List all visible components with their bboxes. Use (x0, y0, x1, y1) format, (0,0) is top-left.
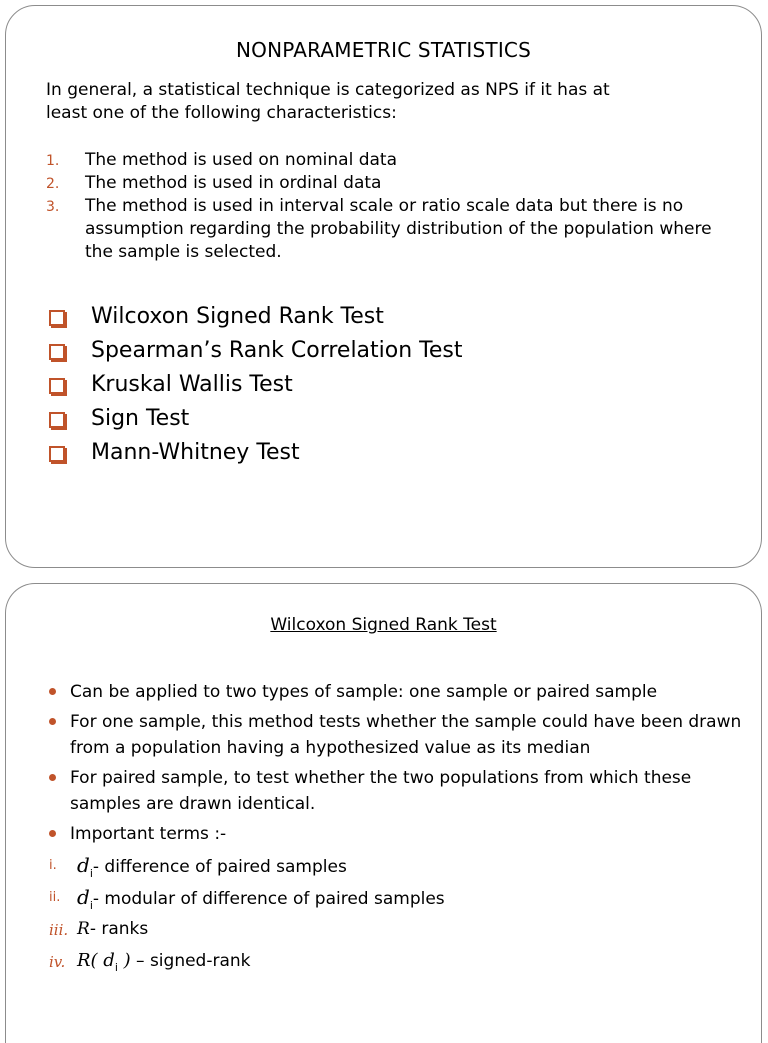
term-item (49, 852, 749, 884)
term-symbol: R (77, 919, 90, 939)
list-item-text: The method is used on nominal data (85, 150, 397, 170)
term-symbol: d (77, 885, 90, 909)
checkbox-bullet-icon (49, 310, 65, 326)
test-item (49, 440, 649, 474)
term-number: ii. (49, 890, 61, 905)
slide-wilcoxon-signed-rank-test (5, 583, 762, 1043)
test-item (49, 304, 649, 338)
term-item (49, 884, 749, 916)
bullet-dot-icon (49, 774, 56, 781)
list-number: 3. (46, 199, 60, 215)
list-number: 2. (46, 176, 60, 192)
close-paren: ) (117, 950, 131, 971)
term-item (49, 948, 749, 980)
bullet-list (49, 679, 749, 851)
term-description: – signed-rank (130, 951, 251, 971)
checkbox-bullet-icon (49, 446, 65, 462)
terms-list (49, 852, 749, 980)
test-label: Wilcoxon Signed Rank Test (91, 304, 384, 329)
bullet-item (49, 821, 749, 847)
term-subscript: i (89, 899, 93, 912)
bullet-item (49, 765, 749, 817)
checkbox-bullet-icon (49, 412, 65, 428)
term-subscript: i (89, 867, 93, 880)
checkbox-bullet-icon (49, 378, 65, 394)
tests-list (49, 304, 649, 474)
intro-text: In general, a statistical technique is categorized as NPS if it has at least one of the following characteristics: (46, 80, 610, 123)
checkbox-bullet-icon (49, 344, 65, 360)
term-number: iv. (49, 953, 66, 971)
list-item (46, 172, 736, 195)
test-item (49, 338, 649, 372)
bullet-text: Can be applied to two types of sample: one sample or paired sample (70, 682, 658, 702)
list-item-text: The method is used in interval scale or ratio scale data but there is no assumption regarding the probability distribution of the population where the sample is selected. (85, 196, 712, 262)
test-label: Sign Test (91, 406, 190, 431)
test-item (49, 406, 649, 440)
slide-nonparametric-statistics (5, 5, 762, 568)
bullet-text: For paired sample, to test whether the two populations from which these samples are drawn identical. (70, 768, 692, 814)
list-item (46, 149, 736, 172)
bullet-dot-icon (49, 830, 56, 837)
bullet-item (49, 709, 749, 761)
bullet-item (49, 679, 749, 705)
list-item (46, 195, 736, 264)
term-description: - ranks (89, 919, 149, 939)
term-number: iii. (49, 921, 69, 939)
list-number: 1. (46, 153, 60, 169)
bullet-text: Important terms :- (70, 824, 227, 844)
bullet-text: For one sample, this method tests whether the sample could have been drawn from a population having a hypothesized value as its median (70, 712, 742, 758)
term-description: - modular of difference of paired samples (92, 889, 445, 909)
term-item (49, 916, 749, 948)
term-subscript: i (114, 961, 118, 974)
term-description: - difference of paired samples (92, 857, 347, 877)
test-label: Spearman’s Rank Correlation Test (91, 338, 463, 363)
test-label: Kruskal Wallis Test (91, 372, 293, 397)
slide-title: Wilcoxon Signed Rank Test (270, 615, 497, 635)
test-label: Mann-Whitney Test (91, 440, 300, 465)
bullet-dot-icon (49, 718, 56, 725)
test-item (49, 372, 649, 406)
slide-title: NONPARAMETRIC STATISTICS (236, 38, 531, 62)
term-number: i. (49, 858, 57, 873)
list-item-text: The method is used in ordinal data (85, 173, 382, 193)
term-symbol: R( d (77, 950, 115, 971)
term-symbol: d (77, 853, 90, 877)
characteristics-list (46, 149, 736, 264)
bullet-dot-icon (49, 688, 56, 695)
